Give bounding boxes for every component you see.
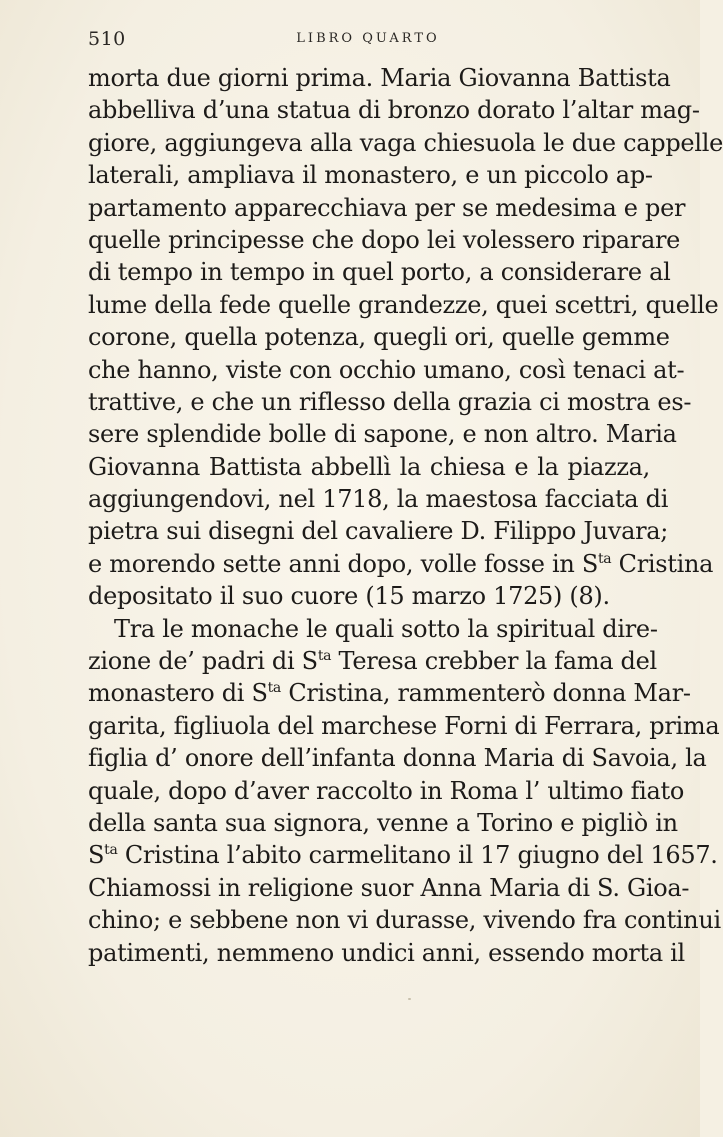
running-head [88,28,648,52]
page-number: 510 [88,28,126,50]
paragraph [88,62,723,613]
running-title: LIBRO QUARTO [296,31,440,46]
text-line: giore, aggiungeva alla vaga chiesuola le due cappelle [88,128,723,157]
text-line: patimenti, nemmeno undici anni, essendo morta il [88,938,685,967]
text-line: laterali, ampliava il monastero, e un piccolo ap- [88,161,653,190]
paragraph [88,613,721,969]
text-line: di tempo in tempo in quel porto, a considerare al [88,258,671,287]
text-line: lume della fede quelle grandezze, quei scettri, quelle [88,290,719,319]
text-line: depositato il suo cuore (15 marzo 1725) (8). [88,582,610,611]
text-line: $S^{ta}$ Cristina l’abito carmelitano il 17 giugno del 1657. [88,841,718,870]
text-line: quale, dopo d’aver raccolto in Roma l’ ultimo fiato [88,776,685,805]
text-line: Tra le monache le quali sotto la spiritual dire- [114,614,658,643]
text-line: zione de’ padri di $S^{ta}$ Teresa crebber la fama del [88,647,657,676]
text-line: morta due giorni prima. Maria Giovanna Battista [88,64,671,92]
text-line: Giovanna Battista abbellì la chiesa e la piazza, [88,452,650,481]
text-line: pietra sui disegni del cavaliere D. Filippo Juvara; [88,517,669,546]
text-line: figlia d’ onore dell’infanta donna Maria di Savoia, la [88,744,707,773]
text-line: monastero di $S^{ta}$ Cristina, rammenterò donna Mar- [88,679,691,708]
text-line: della santa sua signora, venne a Torino e pigliò in [88,808,678,837]
text-line: partamento apparecchiava per se medesima e per [88,193,686,222]
text-line: aggiungendovi, nel 1718, la maestosa facciata di [88,485,669,514]
paper-speck [408,998,411,1000]
body-text [88,62,723,969]
text-line: abbelliva d’una statua di bronzo dorato l’altar mag- [88,96,700,125]
text-line: Chiamossi in religione suor Anna Maria di S. Gioa- [88,873,690,902]
text-line: corone, quella potenza, quegli ori, quelle gemme [88,323,670,352]
text-line: sere splendide bolle di sapone, e non altro. Maria [88,420,677,449]
text-line: che hanno, viste con occhio umano, così tenaci at- [88,355,685,384]
text-line: chino; e sebbene non vi durasse, vivendo fra continui [88,906,721,935]
text-line: quelle principesse che dopo lei volessero riparare [88,225,681,254]
text-line: e morendo sette anni dopo, volle fosse in $S^{ta}$ Cristina [88,549,714,578]
text-line: garita, figliuola del marchese Forni di Ferrara, prima [88,711,720,740]
text-line: trattive, e che un riflesso della grazia ci mostra es- [88,387,692,416]
